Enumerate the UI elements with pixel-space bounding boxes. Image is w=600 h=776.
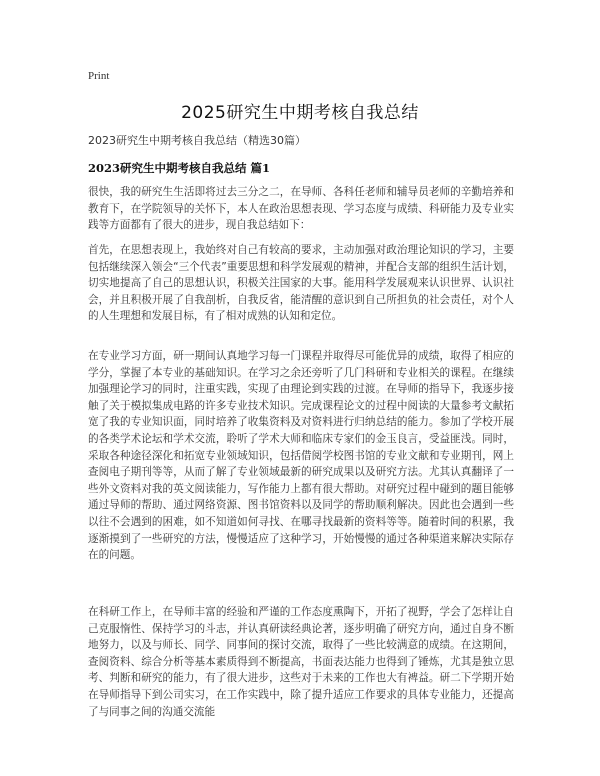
paragraph-political-thought: 首先，在思想表现上，我始终对自己有较高的要求，主动加强对政治理论知识的学习，主要包括继续深入领会“三个代表”重要思想和科学发展观的精神，并配合支部的组织生活计划，切实地提高了自己的思想认识，积极关注国家的大事。能用科学发展观来认识世界、认识社会，并且积极开展了自我剖析，自我反省，能清醒的意识到自己所担负的社会责任，对个人的人生理想和发展目标，有了相对成熟的认知和定位。 [88, 244, 514, 323]
document-subtitle: 2023研究生中期考核自我总结（精选30篇） [88, 134, 306, 147]
paragraph-intro: 很快，我的研究生生活即将过去三分之二，在导师、各科任老师和辅导员老师的辛勤培养和教育下，在学院领导的关怀下，本人在政治思想表现、学习态度与成绩、科研能力及专业实践等方面都有了很大的进步，现自我总结如下： [88, 186, 514, 232]
paragraph-research-work: 在科研工作上，在导师丰富的经验和严谨的工作态度熏陶下，开拓了视野，学会了怎样让自己克服惰性、保持学习的斗志，并认真研读经典论著，逐步明确了研究方向，通过自身不断地努力，以及与师长、同学、同事间的探讨交流，取得了一些比较满意的成绩。在这期间，查阅资料、综合分析等基本素质得到不断提高，书面表达能力也得到了锤炼，尤其是独立思考、判断和研究的能力，有了很大进步，这些对于未来的工作也大有裨益。研二下学期开始在导师指导下到公司实习，在工作实践中，除了提升适应工作要求的具体专业能力，还提高了与同事之间的沟通交流能 [88, 606, 514, 718]
section-heading: 2023研究生中期考核自我总结 篇1 [88, 161, 271, 175]
paragraph-professional-study: 在专业学习方面，研一期间认真地学习每一门课程并取得尽可能优异的成绩，取得了相应的学分，掌握了本专业的基础知识。在学习之余还旁听了几门科研和专业相关的课程。在继续加强理论学习的同时，注重实践，实现了由理论到实践的过渡。在导师的指导下，我逐步接触了关于模拟集成电路的许多专业技术知识。完成课程论文的过程中阅读的大量参考文献拓宽了我的专业知识面，同时培养了收集资料及对资料进行归纳总结的能力。参加了学校开展的各类学术论坛和学术交流，聆听了学术大师和临床专家们的金玉良言，受益匪浅。同时，采取各种途径深化和拓宽专业领域知识，包括借阅学校图书馆的专业文献和专业期刊，网上查阅电子期刊等等，从而了解了专业领域最新的研究成果以及研究方法。尤其认真翻译了一些外文资料对我的英文阅读能力，写作能力上都有很大帮助。对研究过程中碰到的题目能够通过导师的帮助、通过网络资源、图书馆资料以及同学的帮助顺利解决。因此也会遇到一些以往不会遇到的困难，如不知道如何寻找、在哪寻找最新的资料等等。随着时间的积累，我逐渐摸到了一些研究的方法，慢慢适应了这种学习，开始慢慢的通过各种渠道来解决实际存在的问题。 [88, 350, 514, 562]
print-link[interactable]: Print [88, 70, 110, 82]
page-title: 2025研究生中期考核自我总结 [181, 103, 419, 123]
